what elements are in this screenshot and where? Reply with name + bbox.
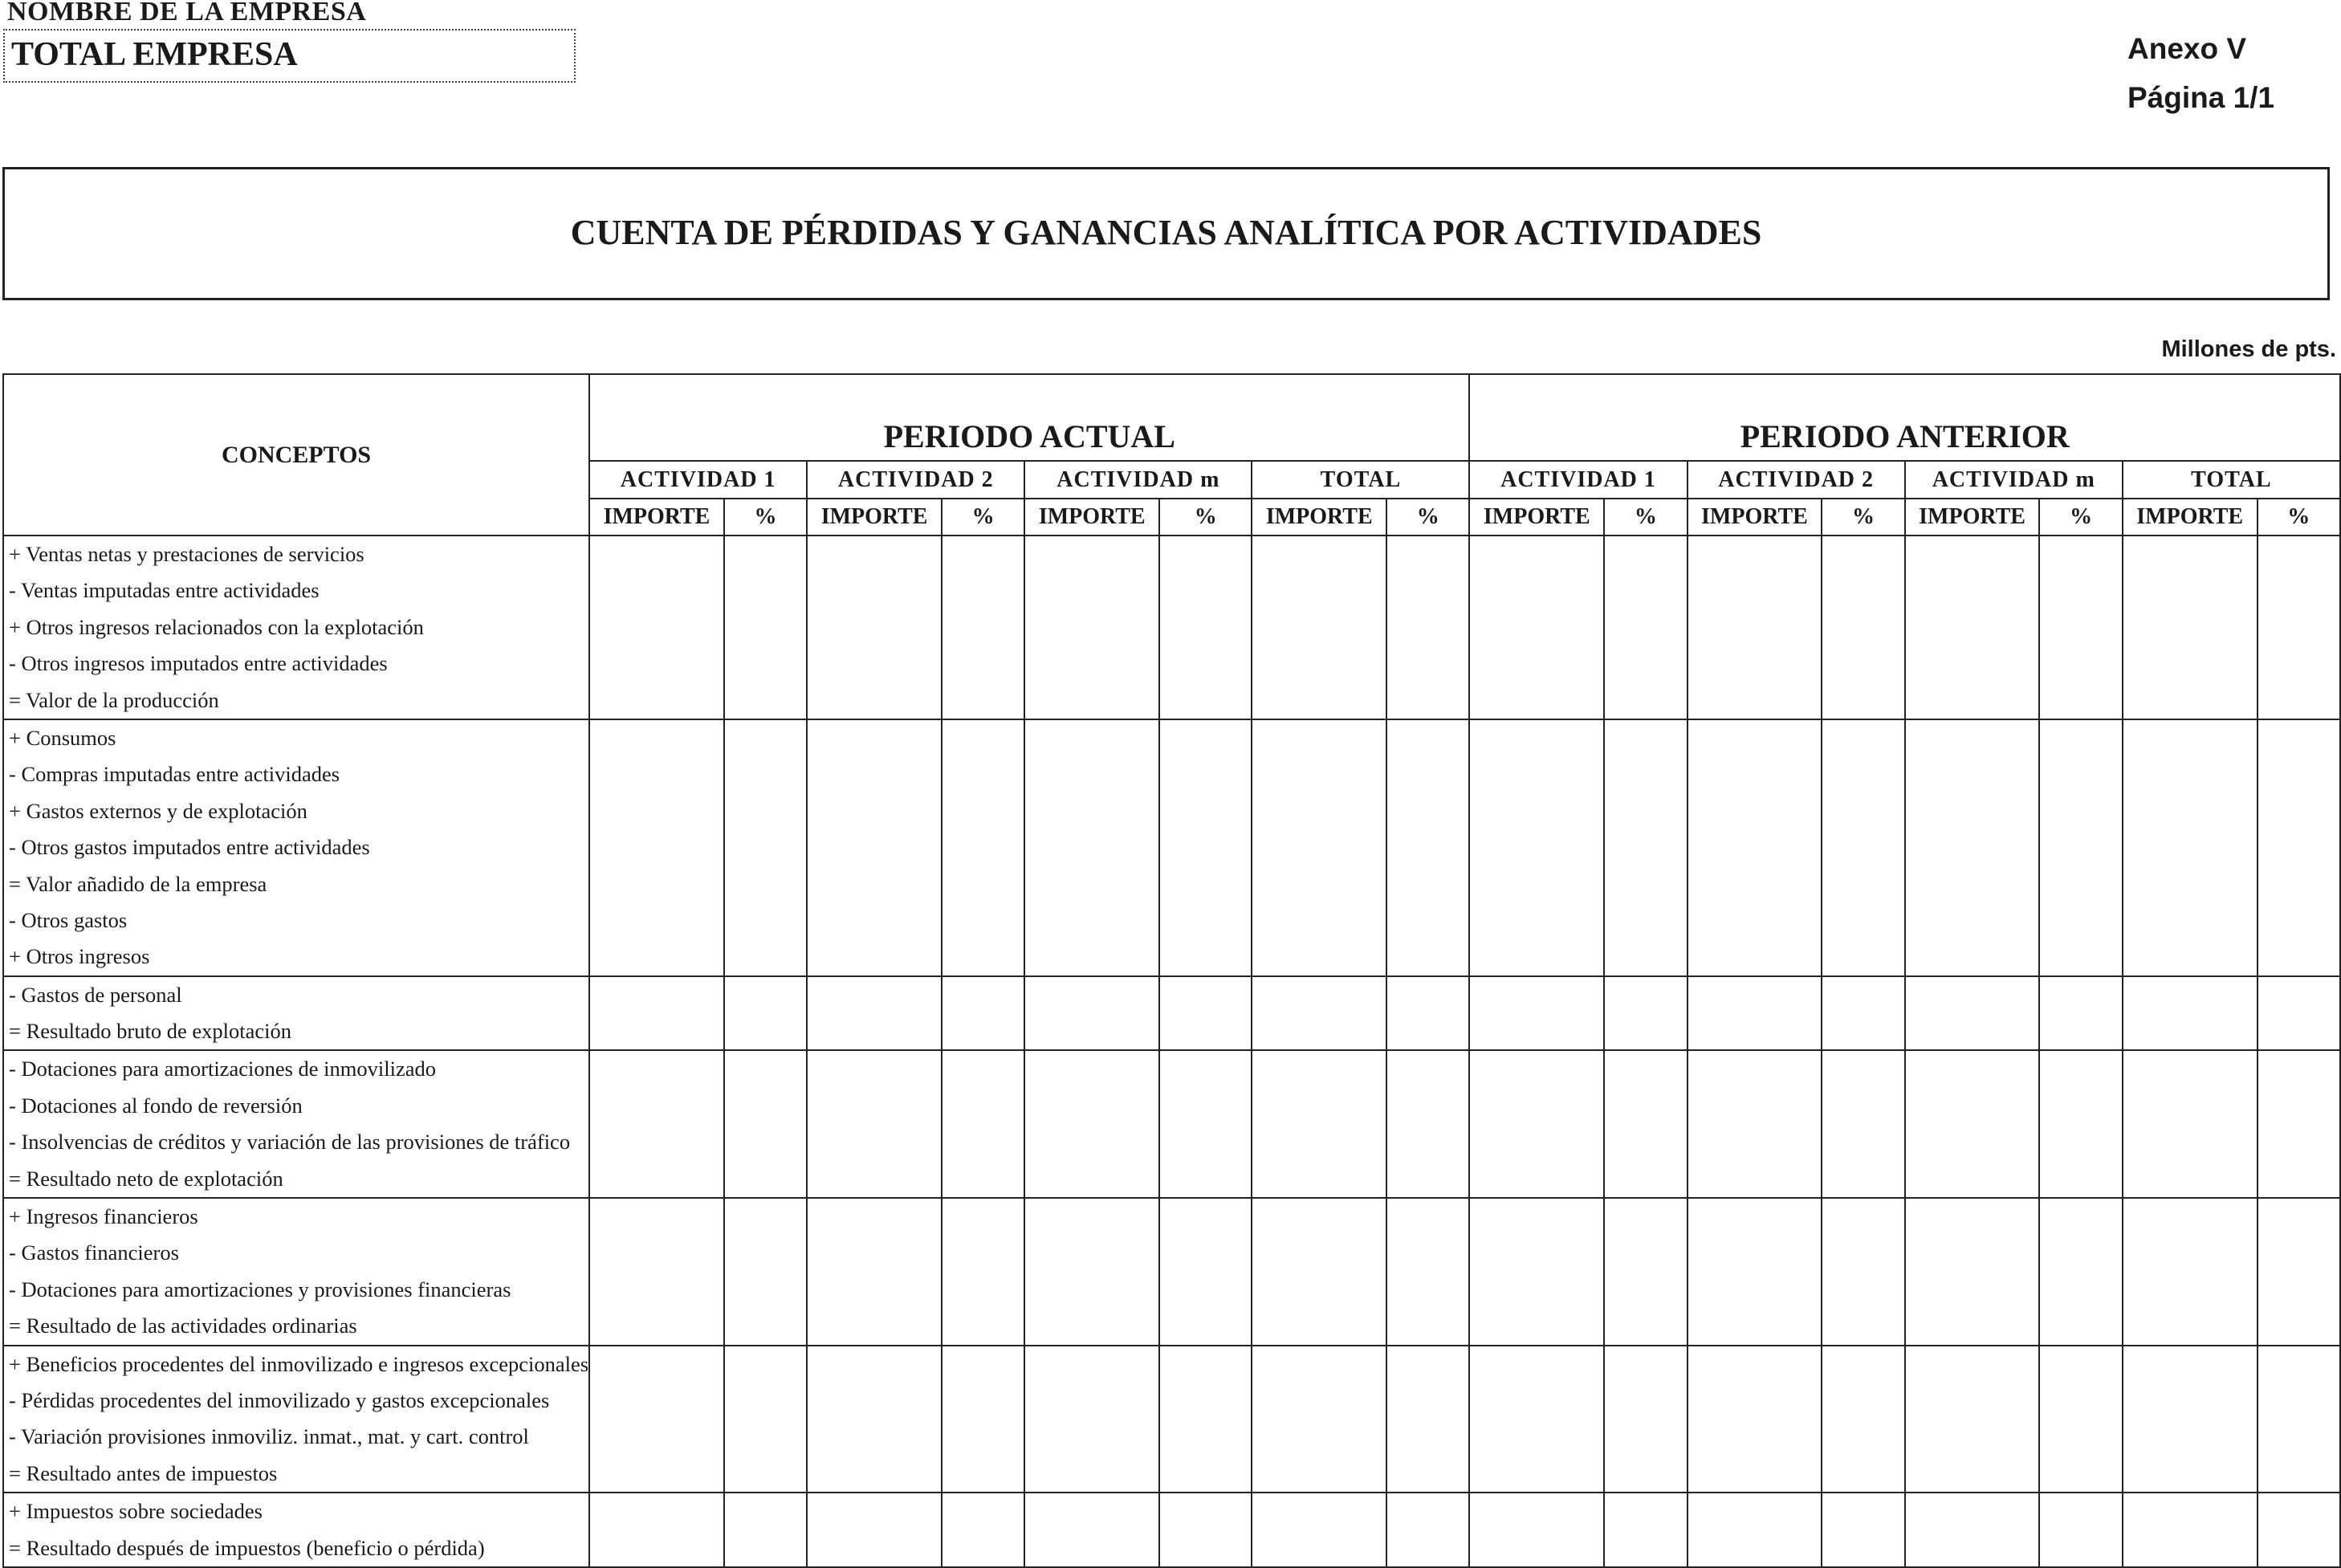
importe-cell[interactable]: [589, 1493, 724, 1567]
importe-cell[interactable]: [1688, 1493, 1822, 1567]
importe-cell[interactable]: [1688, 1346, 1822, 1493]
percent-header: %: [2039, 499, 2122, 536]
importe-cell[interactable]: [1024, 719, 1159, 976]
importe-cell[interactable]: [589, 1198, 724, 1346]
concept-label: + Otros ingresos relacionados con la explotación: [9, 614, 424, 639]
importe-cell[interactable]: [1024, 1050, 1159, 1198]
percent-cell[interactable]: [2258, 719, 2340, 976]
importe-cell[interactable]: [1688, 536, 1822, 719]
concepts-header: CONCEPTOS: [3, 374, 589, 536]
percent-cell[interactable]: [1822, 536, 1904, 719]
importe-cell[interactable]: [1469, 1493, 1604, 1567]
importe-header: IMPORTE: [1252, 499, 1386, 536]
concept-group-labels: [3, 976, 589, 1051]
importe-cell[interactable]: [1688, 976, 1822, 1051]
importe-cell[interactable]: [1905, 536, 2040, 719]
document-title: CUENTA DE PÉRDIDAS Y GANANCIAS ANALÍTICA POR ACTIVIDADES: [570, 213, 1762, 252]
period-header-current: PERIODO ACTUAL: [589, 374, 1469, 461]
importe-cell[interactable]: [2123, 719, 2258, 976]
concept-label: = Valor añadido de la empresa: [9, 871, 267, 896]
percent-cell[interactable]: [2258, 1198, 2340, 1346]
percent-cell[interactable]: [2039, 1346, 2122, 1493]
importe-header: IMPORTE: [1469, 499, 1604, 536]
importe-cell[interactable]: [1469, 1346, 1604, 1493]
percent-cell[interactable]: [1386, 1346, 1469, 1493]
importe-cell[interactable]: [2123, 1198, 2258, 1346]
percent-cell[interactable]: [1604, 1346, 1687, 1493]
activity-header: ACTIVIDAD m: [1024, 461, 1252, 499]
activity-header: TOTAL: [2123, 461, 2340, 499]
importe-cell[interactable]: [2123, 1346, 2258, 1493]
income-statement-table: [2, 373, 2341, 1568]
percent-cell[interactable]: [1822, 719, 1904, 976]
importe-cell[interactable]: [807, 536, 942, 719]
importe-header: IMPORTE: [807, 499, 942, 536]
importe-cell[interactable]: [1252, 1198, 1386, 1346]
percent-cell[interactable]: [942, 976, 1024, 1051]
percent-cell[interactable]: [2039, 536, 2122, 719]
importe-cell[interactable]: [589, 976, 724, 1051]
concept-group: [3, 1493, 2340, 1567]
percent-cell[interactable]: [942, 1346, 1024, 1493]
concept-group: [3, 536, 2340, 719]
percent-cell[interactable]: [1822, 1493, 1904, 1567]
importe-cell[interactable]: [1252, 1346, 1386, 1493]
company-name-value: TOTAL EMPRESA: [11, 36, 298, 73]
importe-cell[interactable]: [1688, 719, 1822, 976]
importe-cell[interactable]: [1024, 976, 1159, 1051]
units-label: Millones de pts.: [2161, 336, 2336, 362]
percent-cell[interactable]: [1386, 719, 1469, 976]
percent-cell[interactable]: [1604, 1198, 1687, 1346]
importe-cell[interactable]: [2123, 536, 2258, 719]
percent-header: %: [942, 499, 1024, 536]
importe-cell[interactable]: [2123, 1493, 2258, 1567]
percent-cell[interactable]: [2039, 1050, 2122, 1198]
concept-group-labels: [3, 1493, 589, 1567]
title-box: [2, 167, 2330, 300]
importe-cell[interactable]: [1024, 536, 1159, 719]
importe-cell[interactable]: [807, 1493, 942, 1567]
percent-cell[interactable]: [942, 1050, 1024, 1198]
importe-cell[interactable]: [589, 1346, 724, 1493]
percent-cell[interactable]: [942, 1198, 1024, 1346]
activity-header: TOTAL: [1252, 461, 1469, 499]
concept-label: + Impuestos sobre sociedades: [9, 1499, 263, 1524]
importe-cell[interactable]: [1469, 719, 1604, 976]
concept-label: - Otros gastos: [9, 907, 128, 932]
period-header-previous: PERIODO ANTERIOR: [1469, 374, 2340, 461]
importe-cell[interactable]: [1905, 1493, 2040, 1567]
activity-header: ACTIVIDAD 2: [1688, 461, 1905, 499]
concept-label: + Consumos: [9, 725, 116, 750]
percent-cell[interactable]: [1159, 1198, 1252, 1346]
percent-cell[interactable]: [1159, 1050, 1252, 1198]
percent-cell[interactable]: [2039, 976, 2122, 1051]
importe-cell[interactable]: [1252, 1050, 1386, 1198]
percent-cell[interactable]: [2258, 1050, 2340, 1198]
concept-label: - Pérdidas procedentes del inmovilizado y gastos excepcionales: [9, 1387, 550, 1412]
company-name-field[interactable]: [3, 29, 576, 83]
importe-cell[interactable]: [589, 1050, 724, 1198]
importe-cell[interactable]: [1469, 1050, 1604, 1198]
importe-cell[interactable]: [807, 719, 942, 976]
concept-label: - Compras imputadas entre actividades: [9, 762, 340, 787]
percent-header: %: [1159, 499, 1252, 536]
importe-cell[interactable]: [807, 1198, 942, 1346]
importe-cell[interactable]: [807, 976, 942, 1051]
concept-label: = Resultado de las actividades ordinarias: [9, 1313, 357, 1338]
importe-cell[interactable]: [1252, 719, 1386, 976]
percent-cell[interactable]: [1159, 1493, 1252, 1567]
percent-cell[interactable]: [2039, 719, 2122, 976]
percent-cell[interactable]: [2258, 1493, 2340, 1567]
percent-header: %: [2258, 499, 2340, 536]
percent-cell[interactable]: [1822, 1050, 1904, 1198]
importe-cell[interactable]: [589, 719, 724, 976]
importe-cell[interactable]: [1688, 1198, 1822, 1346]
concept-label: = Resultado antes de impuestos: [9, 1460, 278, 1485]
percent-cell[interactable]: [1604, 1493, 1687, 1567]
importe-header: IMPORTE: [1024, 499, 1159, 536]
concept-label: - Variación provisiones inmoviliz. inmat., mat. y cart. control: [9, 1424, 529, 1449]
concept-label: = Valor de la producción: [9, 687, 219, 712]
importe-cell[interactable]: [1469, 1198, 1604, 1346]
percent-cell[interactable]: [2039, 1198, 2122, 1346]
importe-cell[interactable]: [1688, 1050, 1822, 1198]
importe-cell[interactable]: [1905, 976, 2040, 1051]
concept-label: + Ventas netas y prestaciones de servicios: [9, 542, 364, 566]
concept-label: = Resultado después de impuestos (beneficio o pérdida): [9, 1535, 485, 1560]
concept-group-labels: [3, 719, 589, 976]
percent-cell[interactable]: [724, 536, 807, 719]
concept-label: - Insolvencias de créditos y variación de las provisiones de tráfico: [9, 1130, 571, 1155]
concept-label: - Dotaciones para amortizaciones de inmovilizado: [9, 1057, 437, 1081]
activity-header: ACTIVIDAD m: [1905, 461, 2123, 499]
concept-label: - Gastos de personal: [9, 982, 182, 1007]
percent-cell[interactable]: [724, 1050, 807, 1198]
concept-group: [3, 719, 2340, 976]
percent-cell[interactable]: [2258, 536, 2340, 719]
activity-header: ACTIVIDAD 1: [589, 461, 807, 499]
importe-cell[interactable]: [1024, 1198, 1159, 1346]
importe-header: IMPORTE: [1905, 499, 2040, 536]
importe-header: IMPORTE: [1688, 499, 1822, 536]
concept-label: - Otros ingresos imputados entre actividades: [9, 651, 388, 676]
importe-header: IMPORTE: [2123, 499, 2258, 536]
importe-cell[interactable]: [2123, 1050, 2258, 1198]
concept-group-labels: [3, 1346, 589, 1493]
importe-cell[interactable]: [2123, 976, 2258, 1051]
concept-label: - Otros gastos imputados entre actividades: [9, 835, 370, 860]
importe-cell[interactable]: [807, 1346, 942, 1493]
percent-cell[interactable]: [2039, 1493, 2122, 1567]
percent-cell[interactable]: [1386, 1050, 1469, 1198]
concept-group-labels: [3, 536, 589, 719]
percent-header: %: [1604, 499, 1687, 536]
percent-cell[interactable]: [1386, 976, 1469, 1051]
concept-label: + Gastos externos y de explotación: [9, 798, 307, 823]
percent-cell[interactable]: [1604, 976, 1687, 1051]
page-number: Página 1/1: [2127, 81, 2275, 114]
importe-cell[interactable]: [1252, 1493, 1386, 1567]
percent-cell[interactable]: [1159, 1346, 1252, 1493]
concept-label: + Beneficios procedentes del inmovilizado e ingresos excepcionales: [9, 1351, 589, 1376]
importe-cell[interactable]: [1469, 976, 1604, 1051]
concept-label: + Otros ingresos: [9, 944, 150, 969]
importe-cell[interactable]: [1024, 1346, 1159, 1493]
activity-header: ACTIVIDAD 1: [1469, 461, 1687, 499]
percent-cell[interactable]: [724, 1493, 807, 1567]
percent-header: %: [1386, 499, 1469, 536]
concept-group-labels: [3, 1050, 589, 1198]
percent-cell[interactable]: [1822, 1346, 1904, 1493]
activity-header: ACTIVIDAD 2: [807, 461, 1024, 499]
importe-cell[interactable]: [1905, 719, 2040, 976]
importe-cell[interactable]: [1469, 536, 1604, 719]
percent-cell[interactable]: [942, 719, 1024, 976]
importe-cell[interactable]: [589, 536, 724, 719]
percent-cell[interactable]: [2258, 1346, 2340, 1493]
percent-header: %: [1822, 499, 1904, 536]
percent-cell[interactable]: [724, 1346, 807, 1493]
importe-header: IMPORTE: [589, 499, 724, 536]
concept-group: [3, 1198, 2340, 1346]
percent-cell[interactable]: [1159, 536, 1252, 719]
concept-label: + Ingresos financieros: [9, 1204, 198, 1229]
importe-cell[interactable]: [1905, 1050, 2040, 1198]
percent-cell[interactable]: [1386, 536, 1469, 719]
percent-cell[interactable]: [1159, 976, 1252, 1051]
percent-cell[interactable]: [2258, 976, 2340, 1051]
concept-group: [3, 1050, 2340, 1198]
percent-header: %: [724, 499, 807, 536]
percent-cell[interactable]: [1604, 1050, 1687, 1198]
concept-label: - Ventas imputadas entre actividades: [9, 578, 320, 603]
percent-cell[interactable]: [942, 1493, 1024, 1567]
percent-cell[interactable]: [1604, 536, 1687, 719]
percent-cell[interactable]: [724, 719, 807, 976]
percent-cell[interactable]: [942, 536, 1024, 719]
importe-cell[interactable]: [1905, 1198, 2040, 1346]
percent-cell[interactable]: [1822, 1198, 1904, 1346]
importe-cell[interactable]: [1252, 536, 1386, 719]
importe-cell[interactable]: [1024, 1493, 1159, 1567]
concept-group-labels: [3, 1198, 589, 1346]
annex-label: Anexo V: [2127, 32, 2247, 65]
concept-group: [3, 1346, 2340, 1493]
percent-cell[interactable]: [1386, 1198, 1469, 1346]
concept-group: [3, 976, 2340, 1051]
percent-cell[interactable]: [724, 1198, 807, 1346]
concept-label: = Resultado neto de explotación: [9, 1166, 283, 1191]
importe-cell[interactable]: [1252, 976, 1386, 1051]
percent-cell[interactable]: [1159, 719, 1252, 976]
concept-label: - Dotaciones para amortizaciones y provisiones financieras: [9, 1277, 511, 1301]
concept-label: - Dotaciones al fondo de reversión: [9, 1093, 303, 1118]
percent-cell[interactable]: [1386, 1493, 1469, 1567]
percent-cell[interactable]: [1604, 719, 1687, 976]
percent-cell[interactable]: [724, 976, 807, 1051]
concept-label: - Gastos financieros: [9, 1240, 179, 1265]
importe-cell[interactable]: [807, 1050, 942, 1198]
percent-cell[interactable]: [1822, 976, 1904, 1051]
concept-label: = Resultado bruto de explotación: [9, 1019, 292, 1044]
company-name-label: NOMBRE DE LA EMPRESA: [7, 0, 367, 26]
importe-cell[interactable]: [1905, 1346, 2040, 1493]
